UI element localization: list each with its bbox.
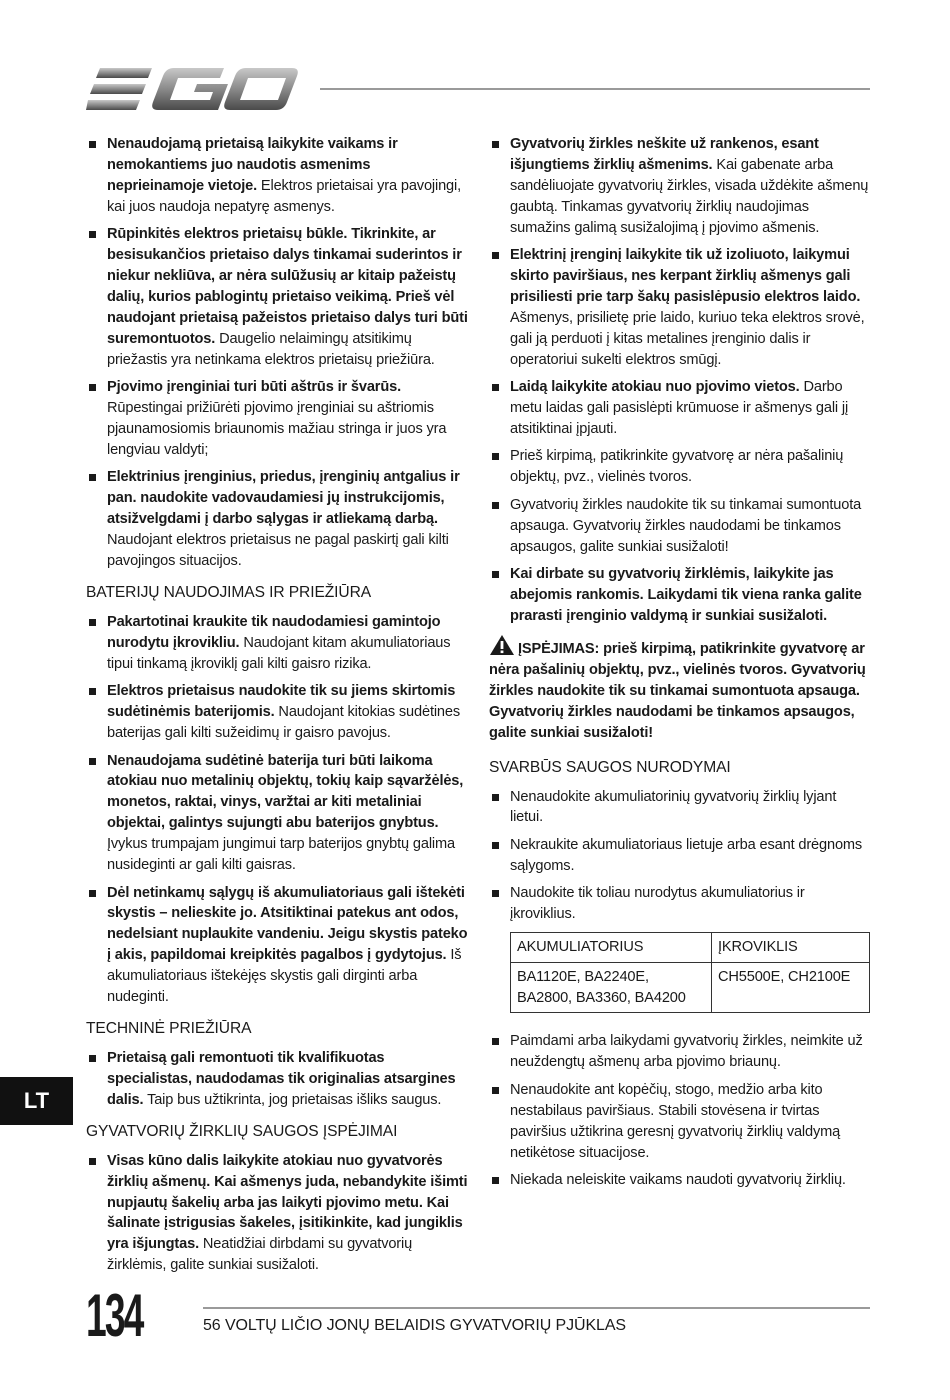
list-item: Dėl netinkamų sąlygų iš akumuliatoriaus gali ištekėti skystis – nelieskite jo. Atsitiktinai patekus ant odos, nedelsiant nuplaukite vandeniu. Jeigu skystis pateko į akis, papildomai kreipkitės pagalbos į gydytojus. Iš akumuliatoriaus ištekėjęs skystis gali dirginti arba nudeginti.	[86, 883, 470, 1008]
list-item: Laidą laikykite atokiau nuo pjovimo vietos. Darbo metu laidas gali pasislėpti krūmuose ir ašmenys gali jį atsitiktinai įpjauti.	[489, 377, 873, 440]
battery-list	[86, 612, 470, 1008]
warning-triangle-icon	[489, 634, 515, 656]
list-item: Gyvatvorių žirkles neškite už rankenos, esant išjungtiems žirklių ašmenims. Kai gabenate arba sandėliuojate gyvatvorių žirkles, visada uždėkite ašmenų gaubtą. Tinkamas gyvatvorių žirklių naudojimas sumažins galimą susižalojimą į pjovimo ašmenis.	[489, 134, 873, 239]
list-item: Nenaudokite akumuliatorinių gyvatvorių žirklių lyjant lietui.	[489, 787, 873, 829]
warning-block: ĮSPĖJIMAS: prieš kirpimą, patikrinkite gyvatvorę ar nėra pašalinių objektų, pvz., vielinės tvoros. Gyvatvorių žirkles naudokite tik su tinkamai sumontuota apsauga. Gyvatvorių žirkles naudodami be tinkamos apsaugos, galite sunkiai susižaloti!	[489, 634, 873, 744]
footer-rule	[203, 1307, 870, 1309]
general-safety-list	[86, 134, 470, 572]
list-item: Kai dirbate su gyvatvorių žirklėmis, laikykite jas abejomis rankomis. Laikydami tik viena ranka galite prarasti įrenginio valdymą ir sunkiai susižaloti.	[489, 564, 873, 627]
footer-title: 56 VOLTŲ LIČIO JONŲ BELAIDIS GYVATVORIŲ PJŪKLAS	[203, 1317, 626, 1334]
handling-list	[489, 1031, 873, 1191]
list-item: Pjovimo įrenginiai turi būti aštrūs ir švarūs. Rūpestingai prižiūrėti pjovimo įrenginiai su aštriomis pjaunamosiomis briaunomis mažiau stringa ir juos yra lengviau valdyti;	[86, 377, 470, 461]
section-heading-battery: BATERIJŲ NAUDOJIMAS IR PRIEŽIŪRA	[86, 583, 372, 601]
list-item: Gyvatvorių žirkles naudokite tik su tinkamai sumontuota apsauga. Gyvatvorių žirkles naudodami be tinkamos apsaugos, galite sunkiai susižaloti!	[489, 495, 873, 558]
list-item: Paimdami arba laikydami gyvatvorių žirkles, neimkite už neuždengtų ašmenų arba pjovimo briaunų.	[489, 1031, 873, 1073]
table-header-battery: AKUMULIATORIUS	[511, 932, 712, 962]
hedge-warnings-list	[86, 1151, 470, 1276]
list-item: Visas kūno dalis laikykite atokiau nuo gyvatvorės žirklių ašmenų. Kai ašmenys juda, nebandykite išimti nupjautų šakelių arba jas laikyti pjovimo metu. Kai šalinate įstrigusias šakeles, įsitikinkite, kad jungiklis yra išjungtas. Neatidžiai dirbdami su gyvatvorių žirklėmis, galite sunkiai susižaloti.	[86, 1151, 470, 1276]
section-heading-important: SVARBŪS SAUGOS NURODYMAI	[489, 758, 731, 776]
list-item: Nenaudokite ant kopėčių, stogo, medžio arba kito nestabilaus paviršiaus. Stabili stovėsena ir tvirtas paviršius užtikrina geresnį gyvatvorių žirklių valdymą netikėtose situacijose.	[489, 1080, 873, 1164]
maintenance-list	[86, 1048, 470, 1111]
list-item: Nenaudojamą prietaisą laikykite vaikams ir nemokantiems juo naudotis asmenims neprieinamoje vietoje. Elektros prietaisai yra pavojingi, kai juos naudoja nepatyrę asmenys.	[86, 134, 470, 218]
section-heading-hedge-warnings: GYVATVORIŲ ŽIRKLIŲ SAUGOS ĮSPĖJIMAI	[86, 1122, 398, 1140]
list-item: Prietaisą gali remontuoti tik kvalifikuotas specialistas, naudodamas tik originalias atsargines dalis. Taip bus užtikrinta, jog prietaisas išliks saugus.	[86, 1048, 470, 1111]
list-item: Nenaudojama sudėtinė baterija turi būti laikoma atokiau nuo metalinių objektų, tokių kaip sąvaržėlės, monetos, raktai, vinys, varžtai ar kiti metaliniai objektai, galintys sujungti abu baterijos gnybtus. Įvykus trumpajam jungimui tarp baterijos gnybtų galima nusideginti ar gali kilti gaisras.	[86, 751, 470, 876]
header-rule	[320, 88, 870, 90]
ego-logo	[86, 64, 298, 114]
battery-charger-table	[510, 932, 870, 1014]
table-cell-chargers: CH5500E, CH2100E	[712, 962, 870, 1013]
hedge-safety-list	[489, 134, 873, 627]
list-item: Prieš kirpimą, patikrinkite gyvatvorę ar nėra pašalinių objektų, pvz., vielinės tvoros.	[489, 446, 873, 488]
list-item: Pakartotinai kraukite tik naudodamiesi gamintojo nurodytu įkrovikliu. Naudojant kitam akumuliatoriaus tipui tinkamą įkroviklį gali kilti gaisro rizika.	[86, 612, 470, 675]
table-header-charger: ĮKROVIKLIS	[712, 932, 870, 962]
page-number: 134	[86, 1282, 143, 1349]
left-column	[86, 134, 470, 1283]
list-item: Nekraukite akumuliatoriaus lietuje arba esant drėgnoms sąlygoms.	[489, 835, 873, 877]
section-heading-maintenance: TECHNINĖ PRIEŽIŪRA	[86, 1020, 252, 1037]
list-item: Elektrinius įrenginius, priedus, įrenginių antgalius ir pan. naudokite vadovaudamiesi jų instrukcijomis, atsižvelgdami į darbo sąlygas ir atliekamą darbą. Naudojant elektros prietaisus ne pagal paskirtį gali kilti pavojingos situacijos.	[86, 467, 470, 572]
right-column	[489, 134, 873, 1198]
table-cell-batteries: BA1120E, BA2240E, BA2800, BA3360, BA4200	[511, 962, 712, 1013]
list-item: Elektros prietaisus naudokite tik su jiems skirtomis sudėtinėmis baterijomis. Naudojant kitokias sudėtines baterijas gali kilti sužeidimų ir gaisro pavojus.	[86, 681, 470, 744]
list-item: Naudokite tik toliau nurodytus akumuliatorius ir įkroviklius.	[489, 883, 873, 925]
list-item: Niekada neleiskite vaikams naudoti gyvatvorių žirklių.	[489, 1170, 873, 1191]
important-list	[489, 787, 873, 926]
language-tab: LT	[0, 1077, 73, 1125]
list-item: Elektrinį įrenginį laikykite tik už izoliuoto, laikymui skirto paviršiaus, nes kerpant žirklių ašmenys gali prisiliesti prie tarp šakų pasislėpusio elektros laido. Ašmenys, prisilietę prie laido, kuriuo teka elektros srovė, gali ją perduoti į kitas metalines įrenginio dalis ir operatoriui sukelti elektros smūgį.	[489, 245, 873, 370]
list-item: Rūpinkitės elektros prietaisų būkle. Tikrinkite, ar besisukančios prietaiso dalys tinkamai suderintos ir niekur neklіūva, ar nėra sulūžusių ar kitaip pažeistų dalių, kurios pablogintų prietaiso veikimą. Prieš vėl naudojant prietaisą pažeistos prietaiso dalys turi būti suremontuotos. Daugelio nelaimingų atsitikimų priežastis yra netinkama elektros prietaisų priežiūra.	[86, 224, 470, 370]
